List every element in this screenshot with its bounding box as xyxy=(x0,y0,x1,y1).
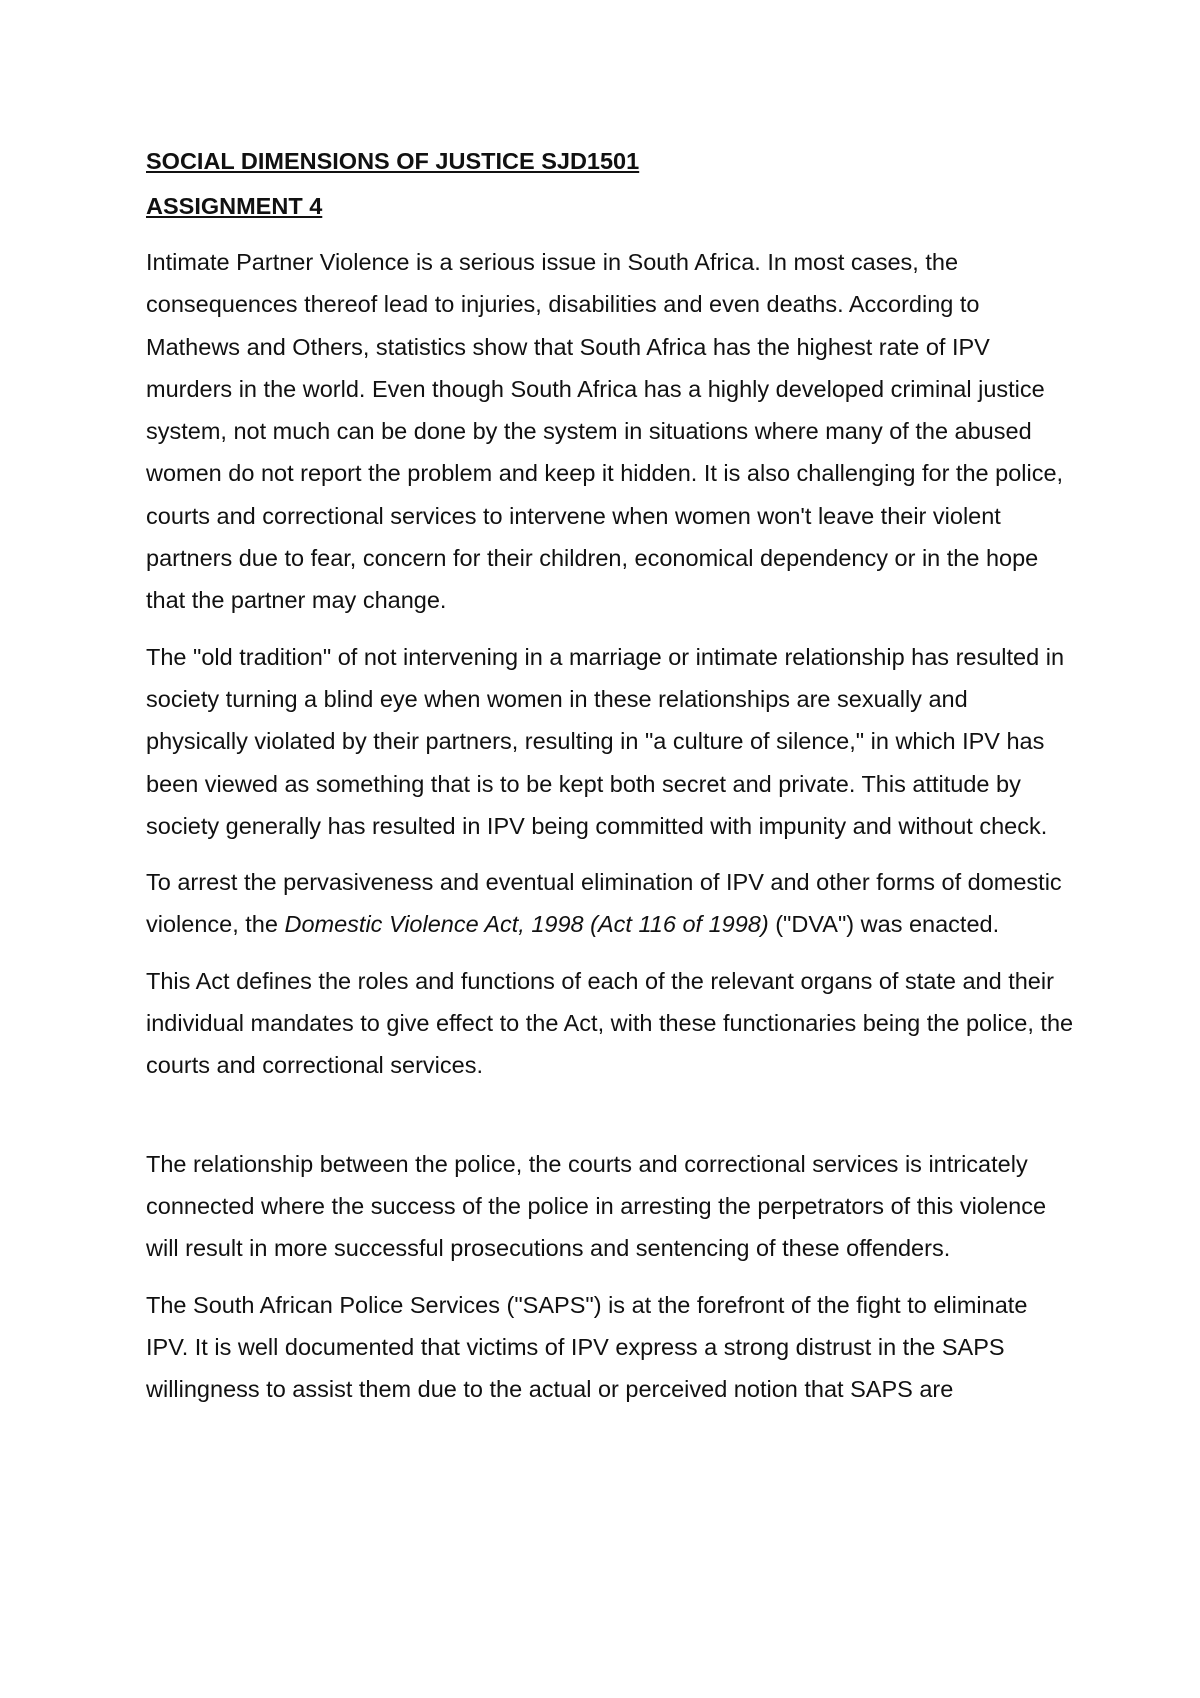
act-citation: Domestic Violence Act, 1998 (Act 116 of 1998) xyxy=(284,911,769,938)
assignment-title: ASSIGNMENT 4 xyxy=(146,193,323,219)
paragraph-4: This Act defines the roles and functions of each of the relevant organs of state and their individual mandates to give effect to the Act, with these functionaries being the police, the courts and correctional services. xyxy=(146,967,1074,1079)
paragraph-1: Intimate Partner Violence is a serious issue in South Africa. In most cases, the consequences thereof lead to injuries, disabilities and even deaths. According to Mathews and Others, statistics show that South Africa has the highest rate of IPV murders in the world. Even though South Africa has a highly developed criminal justice system, not much can be done by the system in situations where many of the abused women do not report the problem and keep it hidden. It is also challenging for the police, courts and correctional services to intervene when women won't leave their violent partners due to fear, concern for their children, economical dependency or in the hope that the partner may change. xyxy=(146,249,1064,614)
course-title: SOCIAL DIMENSIONS OF JUSTICE SJD1501 xyxy=(146,148,640,174)
document-body xyxy=(146,146,1076,1424)
paragraph-3 xyxy=(146,861,1076,946)
paragraph-3-text-after: ("DVA") was enacted. xyxy=(768,911,1000,938)
paragraph-3-text-before: To arrest the pervasiveness and eventual elimination of IPV and other forms of domestic violence, the xyxy=(146,869,1062,938)
paragraph-6: The South African Police Services ("SAPS") is at the forefront of the fight to eliminate IPV. It is well documented that victims of IPV express a strong distrust in the SAPS willingness to assist them due to the actual or perceived notion that SAPS are xyxy=(146,1291,1028,1403)
paragraph-2: The "old tradition" of not intervening in a marriage or intimate relationship has resulted in society turning a blind eye when women in these relationships are sexually and physically violated by their partners, resulting in "a culture of silence," in which IPV has been viewed as something that is to be kept both secret and private. This attitude by society generally has resulted in IPV being committed with impunity and without check. xyxy=(146,643,1065,839)
paragraph-5: The relationship between the police, the courts and correctional services is intricately connected where the success of the police in arresting the perpetrators of this violence will result in more successful prosecutions and sentencing of these offenders. xyxy=(146,1150,1047,1262)
